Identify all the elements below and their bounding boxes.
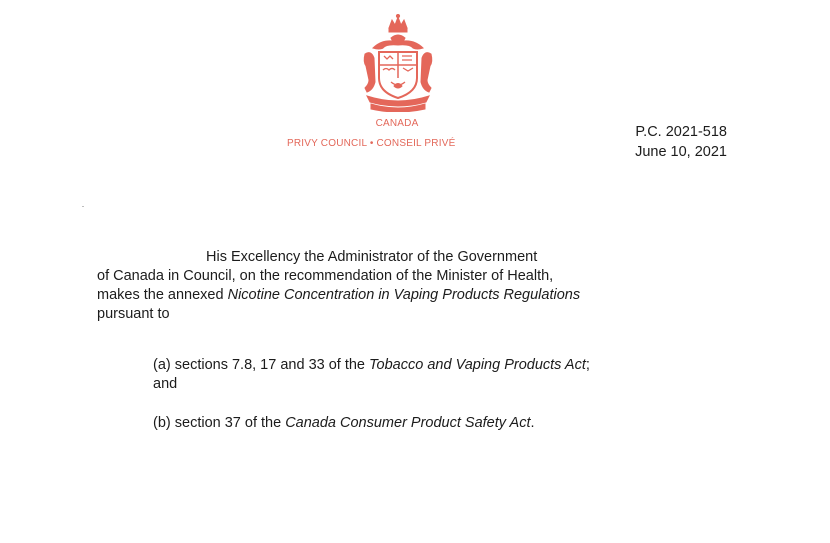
regulations-title: Nicotine Concentration in Vaping Products Regulations — [227, 287, 581, 303]
paragraph-a-suffix: ; — [585, 357, 590, 373]
order-date: June 10, 2021 — [635, 144, 727, 160]
order-body — [97, 248, 717, 324]
paragraph-a-prefix: (a) sections 7.8, 17 and 33 of the — [153, 357, 370, 373]
order-number: P.C. 2021-518 — [635, 124, 727, 140]
paragraph-b — [153, 414, 693, 433]
scan-speck — [82, 206, 84, 207]
council-name-en: PRIVY COUNCIL — [287, 138, 367, 149]
council-heading — [287, 138, 455, 149]
coat-of-arms-icon — [361, 14, 435, 112]
country-heading: CANADA — [375, 118, 419, 129]
paragraph-a-continuation: and — [153, 376, 178, 392]
paragraph-b-prefix: (b) section 37 of the — [153, 415, 286, 431]
body-line-2: of Canada in Council, on the recommendation of the Minister of Health, — [97, 268, 554, 284]
paragraph-a-act: Tobacco and Vaping Products Act — [369, 357, 586, 373]
paragraph-b-act: Canada Consumer Product Safety Act — [285, 415, 531, 431]
council-name-fr: CONSEIL PRIVÉ — [376, 138, 456, 149]
separator-bullet: • — [369, 138, 374, 149]
paragraph-b-suffix: . — [530, 415, 535, 431]
intro-line: His Excellency the Administrator of the Government — [206, 249, 538, 265]
body-line-3-prefix: makes the annexed — [97, 287, 228, 303]
body-line-4: pursuant to — [97, 306, 170, 322]
paragraph-a — [153, 356, 693, 394]
